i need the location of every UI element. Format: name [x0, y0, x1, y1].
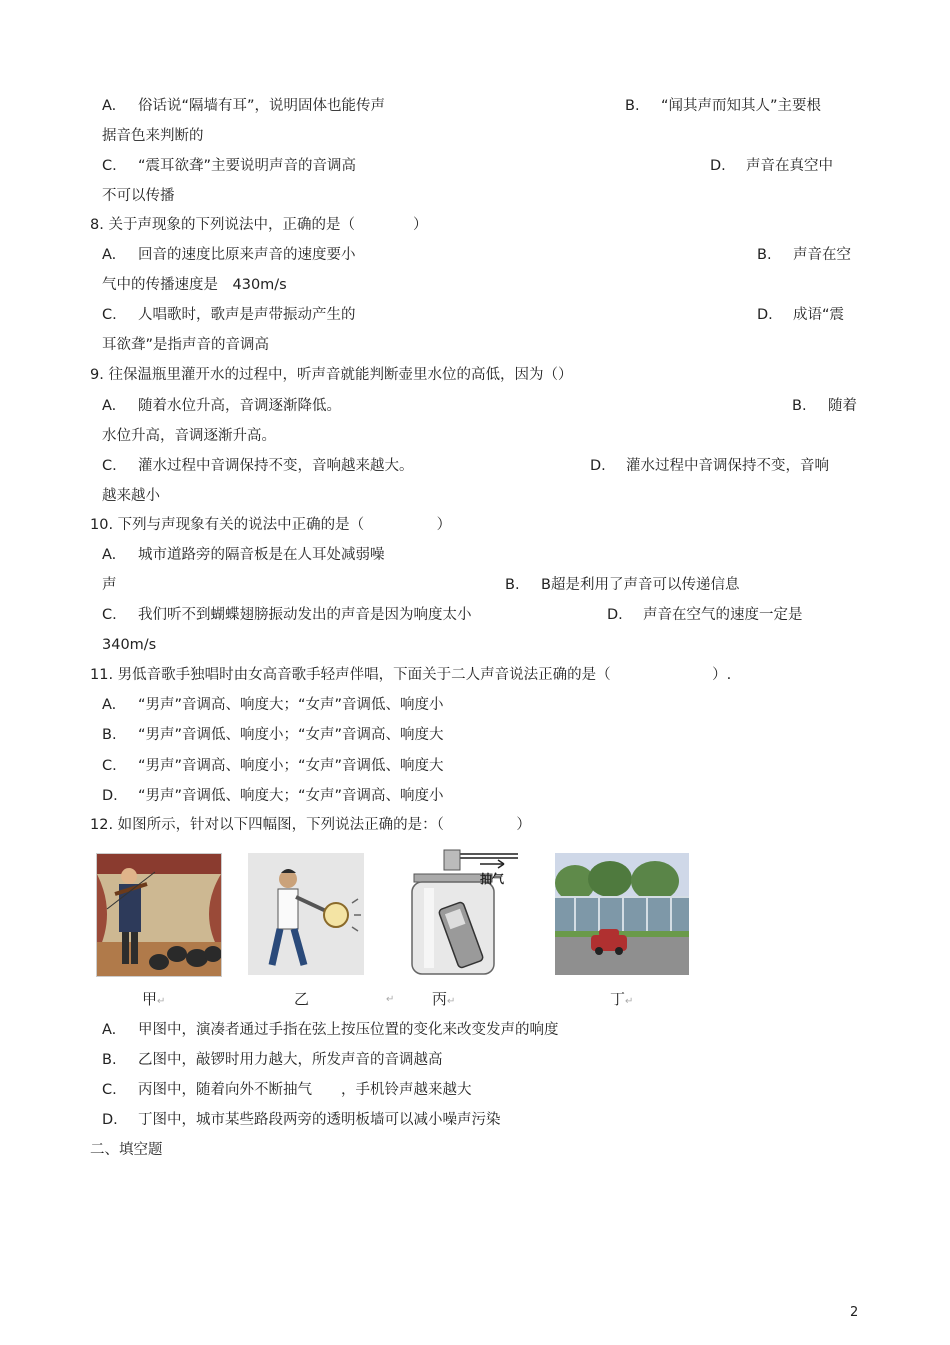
q11-option-a — [102, 695, 444, 715]
pump-label: 抽气 — [480, 872, 505, 886]
return-mark: ↵ — [386, 994, 395, 1005]
option-label: B. — [102, 727, 117, 743]
figure-gong — [248, 853, 364, 975]
option-label: D. — [102, 788, 118, 804]
option-text: 随着 — [828, 398, 857, 414]
q10-stem: 10. 下列与声现象有关的说法中正确的是（ ） — [90, 517, 452, 533]
q7-option-d — [710, 156, 833, 176]
q8-option-b-continued: 气中的传播速度是 430m/s — [102, 277, 287, 293]
q10-option-d-continued: 340m/s — [102, 637, 157, 653]
option-text: 丁图中，城市某些路段两旁的透明板墙可以减小噪声污染 — [138, 1112, 501, 1128]
option-label: D. — [607, 607, 623, 623]
figure-noise-barrier — [555, 853, 689, 975]
option-label: A. — [102, 547, 117, 563]
option-text: “闻其声而知其人”主要根 — [661, 98, 822, 114]
option-label: B. — [757, 247, 772, 263]
option-text: 灌水过程中音调保持不变，音响越来越大。 — [138, 458, 414, 474]
q10-option-c — [102, 605, 472, 625]
q11-option-b — [102, 725, 444, 745]
q9-stem: 9. 往保温瓶里灌开水的过程中，听声音就能判断壶里水位的高低，因为（） — [90, 367, 573, 383]
option-label: A. — [102, 98, 117, 114]
q7-option-a — [102, 96, 385, 116]
option-label: A. — [102, 247, 117, 263]
q9-option-d — [590, 456, 829, 476]
q12-option-c — [102, 1080, 472, 1100]
figure-bell-jar — [408, 848, 518, 976]
option-text: “男声”音调低、响度大；“女声”音调高、响度小 — [138, 788, 444, 804]
option-text: 甲图中，演凑者通过手指在弦上按压位置的变化来改变发声的响度 — [138, 1022, 559, 1038]
option-label: B. — [102, 1052, 117, 1068]
option-text: 丙图中，随着向外不断抽气 ，手机铃声越来越大 — [138, 1082, 472, 1098]
option-label: D. — [590, 458, 606, 474]
caption-jia: 甲↵ — [142, 990, 166, 1008]
q10-option-a-continued: 声 — [102, 577, 117, 593]
option-label: A. — [102, 697, 117, 713]
q8-option-b — [757, 245, 851, 265]
option-label: C. — [102, 158, 117, 174]
option-label: C. — [102, 458, 117, 474]
q11-option-c — [102, 756, 444, 776]
q8-stem: 8. 关于声现象的下列说法中，正确的是（ ） — [90, 217, 428, 233]
q7-option-b — [625, 96, 821, 116]
option-text: 灌水过程中音调保持不变，音响 — [626, 458, 829, 474]
q12-option-a — [102, 1020, 559, 1040]
section-heading: 二、填空题 — [90, 1142, 163, 1158]
option-label: B. — [792, 398, 807, 414]
option-label: B. — [505, 577, 520, 593]
option-label: A. — [102, 398, 117, 414]
q10-option-a — [102, 545, 385, 565]
q7-option-d-continued: 不可以传播 — [102, 188, 175, 204]
q12-option-d — [102, 1110, 501, 1130]
q9-option-b-continued: 水位升高，音调逐渐升高。 — [102, 428, 276, 444]
option-text: 随着水位升高，音调逐渐降低。 — [138, 398, 341, 414]
q10-option-d — [607, 605, 803, 625]
q8-option-c — [102, 305, 356, 325]
option-text: 城市道路旁的隔音板是在人耳处减弱噪 — [138, 547, 385, 563]
option-label: B. — [625, 98, 640, 114]
q9-option-a — [102, 396, 341, 416]
q7-option-b-continued: 据音色来判断的 — [102, 128, 204, 144]
option-text: 人唱歌时，歌声是声带振动产生的 — [138, 307, 356, 323]
figure-violinist — [96, 853, 222, 977]
option-text: 我们听不到蝴蝶翅膀振动发出的声音是因为响度太小 — [138, 607, 472, 623]
q11-stem: 11. 男低音歌手独唱时由女高音歌手轻声伴唱，下面关于二人声音说法正确的是（ ）. — [90, 667, 732, 683]
option-label: C. — [102, 607, 117, 623]
option-text: “男声”音调高、响度大；“女声”音调低、响度小 — [138, 697, 444, 713]
q7-option-c — [102, 156, 356, 176]
q11-option-d — [102, 786, 444, 806]
option-text: “震耳欲聋”主要说明声音的音调高 — [138, 158, 357, 174]
option-label: D. — [710, 158, 726, 174]
q8-option-d-continued: 耳欲聋”是指声音的音调高 — [102, 337, 270, 353]
caption-ding: 丁↵ — [610, 990, 634, 1008]
option-label: A. — [102, 1022, 117, 1038]
option-text: 回音的速度比原来声音的速度要小 — [138, 247, 356, 263]
q12-stem: 12. 如图所示，针对以下四幅图，下列说法正确的是：（ ） — [90, 817, 531, 833]
q10-option-b — [505, 575, 739, 595]
option-text: 俗话说“隔墙有耳”，说明固体也能传声 — [138, 98, 386, 114]
option-label: D. — [102, 1112, 118, 1128]
option-text: 成语“震 — [793, 307, 845, 323]
option-label: C. — [102, 1082, 117, 1098]
option-text: 声音在空气的速度一定是 — [643, 607, 803, 623]
q8-option-d — [757, 305, 844, 325]
q9-option-c — [102, 456, 414, 476]
q8-option-a — [102, 245, 356, 265]
q12-option-b — [102, 1050, 443, 1070]
page-number: 2 — [850, 1305, 859, 1320]
option-text: “男声”音调低、响度小；“女声”音调高、响度大 — [138, 727, 444, 743]
q9-option-b — [792, 396, 857, 416]
option-text: B超是利用了声音可以传递信息 — [541, 577, 740, 593]
option-text: 声音在空 — [793, 247, 851, 263]
option-label: C. — [102, 307, 117, 323]
option-text: 乙图中，敲锣时用力越大，所发声音的音调越高 — [138, 1052, 443, 1068]
option-label: D. — [757, 307, 773, 323]
caption-yi: 乙 — [294, 990, 310, 1008]
q9-option-d-continued: 越来越小 — [102, 488, 160, 504]
option-text: 声音在真空中 — [746, 158, 833, 174]
option-label: C. — [102, 758, 117, 774]
caption-bing: 丙↵ — [432, 990, 456, 1008]
option-text: “男声”音调高、响度小；“女声”音调低、响度大 — [138, 758, 444, 774]
